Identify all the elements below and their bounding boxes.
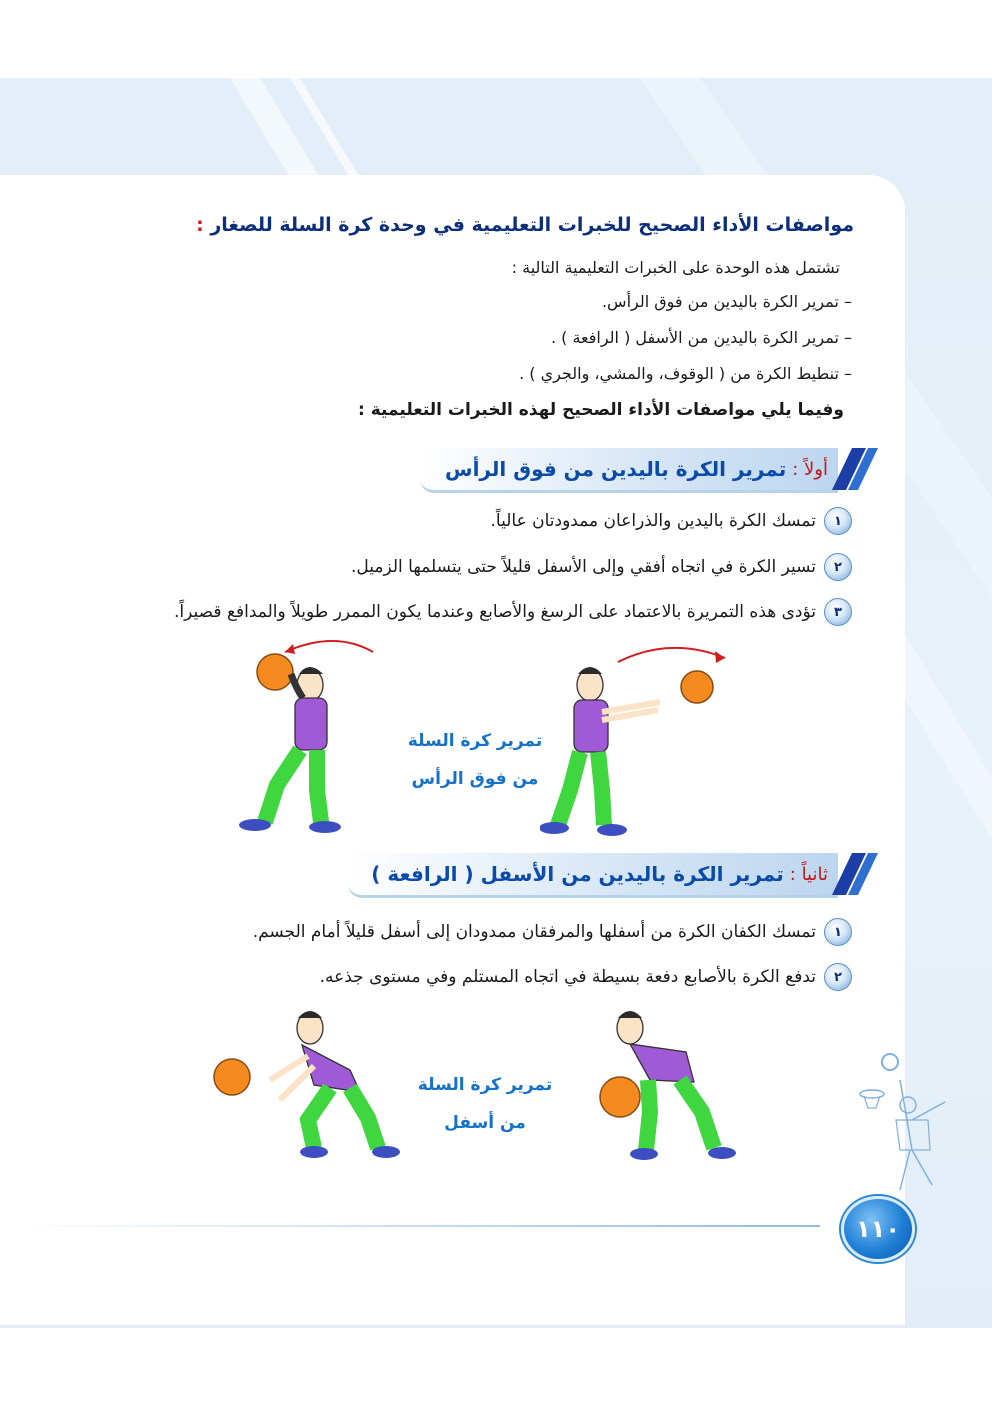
section1-label: أولاً : <box>792 458 828 480</box>
step-number-badge: ١ <box>824 507 852 535</box>
player-overhead-pass-illustration <box>225 630 385 845</box>
bullet-item: – تمرير الكرة باليدين من فوق الرأس. <box>601 292 852 311</box>
page-heading <box>196 214 854 236</box>
figure1-caption <box>400 722 550 798</box>
figure2-caption <box>410 1066 560 1142</box>
section1-step <box>351 553 852 581</box>
step-text: تسير الكرة في اتجاه أفقي وإلى الأسفل قليلاً حتى يتسلمها الزميل. <box>350 557 816 577</box>
heading-main: مواصفات الأداء الصحيح للخبرات التعليمية في وحدة كرة السلة للصغار <box>210 214 854 236</box>
section2-title: تمرير الكرة باليدين من الأسفل ( الرافعة ) <box>371 862 784 886</box>
player-forward-pass-illustration <box>540 640 730 845</box>
section1-step <box>491 507 853 535</box>
step-number-badge: ١ <box>824 918 852 946</box>
player-underhand-release-illustration <box>210 1000 400 1165</box>
intro-text: تشتمل هذه الوحدة على الخبرات التعليمية التالية : <box>511 258 840 277</box>
caption-line: من أسفل <box>444 1113 526 1133</box>
step-text: تمسك الكرة باليدين والذراعان ممدودتان عالياً. <box>490 511 816 531</box>
heading-tail: : <box>196 214 211 236</box>
banner-stripes-icon <box>832 853 878 895</box>
bullet-item: – تنطيط الكرة من ( الوقوف، والمشي، والجري ) . <box>519 364 852 383</box>
player-underhand-hold-illustration <box>590 1000 740 1165</box>
banner-stripes-icon <box>832 448 878 490</box>
footer-line <box>20 1225 820 1227</box>
section1-step <box>174 598 852 626</box>
bullet-item: – تمرير الكرة باليدين من الأسفل ( الرافعة ) . <box>550 328 852 347</box>
caption-line: تمرير كرة السلة <box>417 1075 553 1095</box>
section2-banner <box>348 853 838 898</box>
step-number-badge: ٢ <box>824 553 852 581</box>
lead-text: وفيما يلي مواصفات الأداء الصحيح لهذه الخبرات التعليمية : <box>358 400 844 420</box>
section1-banner <box>420 448 838 493</box>
section2-label: ثانياً : <box>789 863 828 885</box>
section2-step <box>320 963 852 991</box>
step-text: تمسك الكفان الكرة من أسفلها والمرفقان ممدودان إلى أسفل قليلاً أمام الجسم. <box>252 922 816 942</box>
step-text: تدفع الكرة بالأصابع دفعة بسيطة في اتجاه المستلم وفي مستوى جذعه. <box>319 967 816 987</box>
step-text: تؤدى هذه التمريرة بالاعتماد على الرسغ والأصابع وعندما يكون الممرر طويلاً والمدافع قصيراً. <box>174 602 816 622</box>
page-number-badge: ١١٠ <box>841 1196 915 1262</box>
basketball-player-illustration <box>850 1050 960 1200</box>
step-number-badge: ٣ <box>824 598 852 626</box>
caption-line: من فوق الرأس <box>411 769 539 789</box>
caption-line: تمرير كرة السلة <box>407 731 543 751</box>
section1-title: تمرير الكرة باليدين من فوق الرأس <box>444 457 787 481</box>
step-number-badge: ٢ <box>824 963 852 991</box>
section2-step <box>253 918 852 946</box>
